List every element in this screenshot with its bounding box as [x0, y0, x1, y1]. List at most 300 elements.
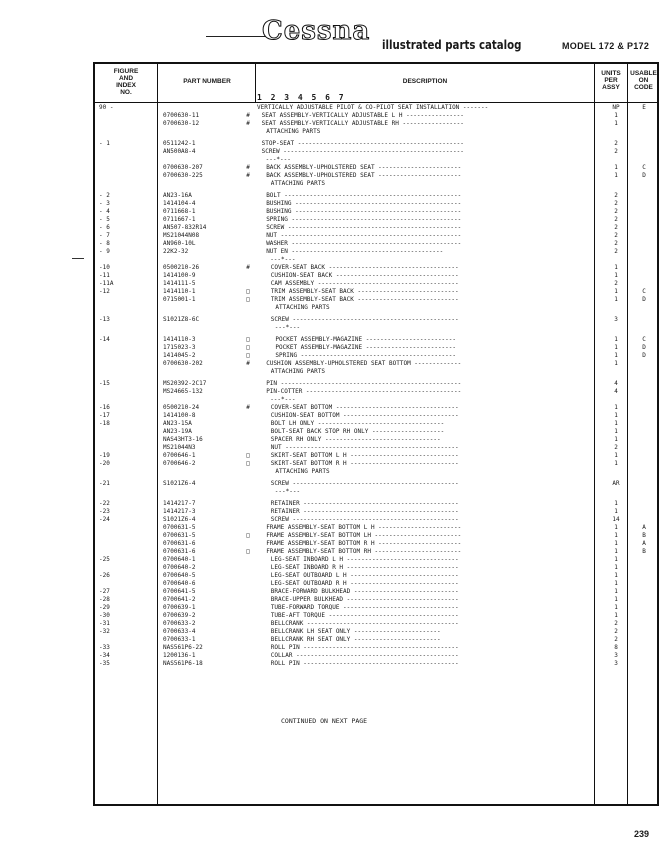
figure-index: -35	[99, 660, 110, 667]
table-row	[95, 444, 657, 452]
table-row	[95, 248, 657, 256]
units-per-assy: 1	[614, 336, 618, 343]
page-header	[0, 0, 672, 62]
table-row	[95, 572, 657, 580]
units-per-assy: 2	[614, 620, 618, 627]
table-row	[95, 396, 657, 404]
part-number: 0700631-5	[163, 532, 196, 539]
part-description: ATTACHING PARTS	[275, 468, 330, 475]
part-description: BACK ASSEMBLY-UPHOLSTERED SEAT -----------------------	[266, 164, 462, 171]
table-row	[95, 652, 657, 660]
table-row	[95, 352, 657, 360]
change-mark: □	[246, 288, 250, 295]
units-per-assy: 2	[614, 628, 618, 635]
margin-change-bar	[72, 258, 84, 259]
table-row	[95, 156, 657, 164]
part-description: STOP-SEAT ----------------------------------------------	[261, 140, 464, 147]
units-per-assy: 2	[614, 140, 618, 147]
part-number: AN507-832R14	[163, 224, 207, 231]
table-row	[95, 344, 657, 352]
units-per-assy: 1	[614, 532, 618, 539]
table-row	[95, 468, 657, 476]
units-per-assy: AR	[612, 480, 620, 487]
part-description: RETAINER -------------------------------------------	[270, 500, 459, 507]
change-mark: #	[246, 404, 250, 411]
header-line: PER	[604, 77, 618, 84]
units-per-assy: 1	[614, 596, 618, 603]
part-number: 0700631-6	[163, 548, 196, 555]
part-number: AN500A8-4	[163, 148, 196, 155]
change-mark: □	[246, 452, 250, 459]
table-row	[95, 620, 657, 628]
figure-index: - 6	[99, 224, 110, 231]
header-line: NO.	[120, 89, 132, 96]
figure-index: -29	[99, 604, 110, 611]
table-row	[95, 580, 657, 588]
table-row	[95, 296, 657, 304]
table-row	[95, 556, 657, 564]
part-number: 1414100-8	[163, 412, 196, 419]
usable-on-code: D	[642, 344, 646, 351]
units-per-assy: NP	[612, 104, 620, 111]
table-row	[95, 380, 657, 388]
units-per-assy: 1	[614, 460, 618, 467]
part-number: 1414045-2	[163, 352, 196, 359]
part-description: BUSHING ----------------------------------------------	[266, 200, 462, 207]
units-per-assy: 1	[614, 572, 618, 579]
part-description: BRACE-FORWARD BULKHEAD -----------------------------	[270, 588, 459, 595]
part-description: LEG-SEAT INBOARD L H -------------------------------	[270, 556, 459, 563]
table-row	[95, 232, 657, 240]
table-row	[95, 316, 657, 324]
part-description: BUSHING ----------------------------------------------	[266, 208, 462, 215]
figure-index: - 3	[99, 200, 110, 207]
units-per-assy: 1	[614, 172, 618, 179]
logo-swoosh-line	[206, 36, 270, 37]
part-number: S1021Z6-4	[163, 480, 196, 487]
header-line: INDEX	[116, 82, 136, 89]
units-per-assy: 2	[614, 240, 618, 247]
part-description: POCKET ASSEMBLY-MAGAZINE -------------------------	[275, 344, 457, 351]
table-row	[95, 104, 657, 112]
figure-index: -30	[99, 612, 110, 619]
table-row	[95, 208, 657, 216]
units-per-assy: 1	[614, 540, 618, 547]
figure-index: -27	[99, 588, 110, 595]
figure-index: -11	[99, 272, 110, 279]
units-per-assy: 1	[614, 564, 618, 571]
description-column-header: DESCRIPTION	[402, 78, 448, 85]
part-description: COVER-SEAT BOTTOM ----------------------------------	[270, 404, 459, 411]
figure-index: -32	[99, 628, 110, 635]
part-description: ATTACHING PARTS	[266, 128, 321, 135]
part-number: 0700631-5	[163, 524, 196, 531]
table-row	[95, 264, 657, 272]
part-description: BOLT LH ONLY -----------------------------------	[270, 420, 445, 427]
part-number: 0500210-24	[163, 404, 200, 411]
units-per-assy: 1	[614, 420, 618, 427]
header-line: UNITS	[601, 70, 621, 77]
units-per-assy: 3	[614, 660, 618, 667]
table-row	[95, 548, 657, 556]
units-per-assy: 1	[614, 120, 618, 127]
part-number: 0700640-5	[163, 572, 196, 579]
part-number: 0700630-12	[163, 120, 200, 127]
table-row	[95, 224, 657, 232]
usable-on-code: C	[642, 288, 646, 295]
catalog-subtitle: illustrated parts catalog	[382, 38, 522, 52]
table-row	[95, 508, 657, 516]
figure-index: 90 -	[99, 104, 114, 111]
table-row	[95, 404, 657, 412]
figure-index: -21	[99, 480, 110, 487]
units-per-assy: 1	[614, 556, 618, 563]
table-row	[95, 272, 657, 280]
part-number: S1021Z8-6C	[163, 316, 200, 323]
part-number: 1715023-3	[163, 344, 196, 351]
part-number: 0700640-6	[163, 580, 196, 587]
figure-index: -34	[99, 652, 110, 659]
change-mark: □	[246, 296, 250, 303]
part-description: ---*---	[274, 324, 301, 331]
part-number: NAS43HT3-16	[163, 436, 203, 443]
page-number: 239	[634, 829, 650, 839]
units-per-assy: 2	[614, 636, 618, 643]
part-number: 0700641-2	[163, 596, 196, 603]
part-number: 1414217-3	[163, 508, 196, 515]
part-description: FRAME ASSEMBLY-SEAT BOTTOM L H -----------------------	[266, 524, 462, 531]
figure-index: -25	[99, 556, 110, 563]
usable-on-code: D	[642, 296, 646, 303]
units-per-assy: 1	[614, 352, 618, 359]
part-description: FRAME ASSEMBLY-SEAT BOTTOM LH ------------------------	[266, 532, 462, 539]
table-row	[95, 412, 657, 420]
units-per-assy: 1	[614, 272, 618, 279]
table-row	[95, 368, 657, 376]
figure-index: -11A	[99, 280, 114, 287]
figure-index: - 4	[99, 208, 110, 215]
part-number: 0700639-1	[163, 604, 196, 611]
part-description: SKIRT-SEAT BOTTOM R H ------------------------------	[270, 460, 459, 467]
units-per-assy: 4	[614, 388, 618, 395]
usable-on-code: D	[642, 172, 646, 179]
change-mark: #	[246, 164, 250, 171]
change-mark: #	[246, 120, 250, 127]
units-per-assy: 2	[614, 200, 618, 207]
part-number: 0700630-225	[163, 172, 203, 179]
part-description: BOLT-SEAT BACK STOP RH ONLY --------------------	[270, 428, 445, 435]
part-description: BACK ASSEMBLY-UPHOLSTERED SEAT -----------------------	[266, 172, 462, 179]
part-number: NAS561P6-22	[163, 644, 203, 651]
units-per-assy: 1	[614, 436, 618, 443]
figure-index: -28	[99, 596, 110, 603]
change-mark: #	[246, 360, 250, 367]
part-number: 1414217-7	[163, 500, 196, 507]
part-description: FRAME ASSEMBLY-SEAT BOTTOM RH ------------------------	[266, 548, 462, 555]
table-row	[95, 460, 657, 468]
units-per-assy: 1	[614, 264, 618, 271]
part-number-column-header: PART NUMBER	[183, 78, 231, 85]
part-description: SEAT ASSEMBLY-VERTICALLY ADJUSTABLE RH -----------------	[261, 120, 464, 127]
table-row	[95, 256, 657, 264]
table-row	[95, 360, 657, 368]
figure-index: -18	[99, 420, 110, 427]
part-description: LEG-SEAT OUTBOARD R H ------------------------------	[270, 580, 459, 587]
units-per-assy: 2	[614, 216, 618, 223]
part-description: TUBE-FORWARD TORQUE --------------------------------	[270, 604, 459, 611]
part-description: SEAT ASSEMBLY-VERTICALLY ADJUSTABLE L H ----------------	[261, 112, 464, 119]
part-number: 0700640-2	[163, 564, 196, 571]
units-per-assy: 1	[614, 296, 618, 303]
units-per-assy: 2	[614, 208, 618, 215]
part-description: VERTICALLY ADJUSTABLE PILOT & CO-PILOT SEAT INSTALLATION -------	[257, 104, 489, 111]
part-description: LEG-SEAT INBOARD R H -------------------------------	[270, 564, 459, 571]
header-line: ON	[638, 77, 649, 84]
units-per-assy: 8	[614, 644, 618, 651]
table-row	[95, 564, 657, 572]
table-row	[95, 604, 657, 612]
usable-code-column-header	[628, 70, 659, 91]
figure-index: -33	[99, 644, 110, 651]
part-description: COVER-SEAT BACK ------------------------------------	[270, 264, 459, 271]
figure-index: -13	[99, 316, 110, 323]
table-row	[95, 336, 657, 344]
figure-index: -26	[99, 572, 110, 579]
part-description: BELLCRANK LH SEAT ONLY ------------------------	[270, 628, 441, 635]
units-per-assy: 4	[614, 380, 618, 387]
part-description: NUT EN ------------------------------------------	[266, 248, 444, 255]
table-row	[95, 500, 657, 508]
parts-table	[93, 62, 659, 806]
part-number: 0700630-207	[163, 164, 203, 171]
units-per-assy: 1	[614, 612, 618, 619]
part-number: 0711668-1	[163, 208, 196, 215]
units-per-assy: 2	[614, 248, 618, 255]
table-row	[95, 280, 657, 288]
part-description: ---*---	[274, 488, 301, 495]
units-per-assy: 1	[614, 580, 618, 587]
part-number: AN960-10L	[163, 240, 196, 247]
figure-column-header	[97, 68, 155, 96]
table-row	[95, 596, 657, 604]
table-row	[95, 540, 657, 548]
part-description: FRAME ASSEMBLY-SEAT BOTTOM R H -----------------------	[266, 540, 462, 547]
figure-index: - 9	[99, 248, 110, 255]
header-line: FIGURE	[113, 68, 139, 75]
figure-index: -15	[99, 380, 110, 387]
part-number: 0700633-2	[163, 620, 196, 627]
table-row	[95, 612, 657, 620]
table-row	[95, 112, 657, 120]
units-per-assy: 2	[614, 444, 618, 451]
units-per-assy: 1	[614, 452, 618, 459]
part-number: MS21044N08	[163, 232, 200, 239]
part-description: SCREW ------------------------------------------------	[266, 224, 462, 231]
units-per-assy: 1	[614, 588, 618, 595]
change-mark: □	[246, 460, 250, 467]
figure-index: -12	[99, 288, 110, 295]
table-row	[95, 120, 657, 128]
units-per-assy: 1	[614, 548, 618, 555]
table-row	[95, 128, 657, 136]
table-row	[95, 164, 657, 172]
part-description: SKIRT-SEAT BOTTOM L H ------------------------------	[270, 452, 459, 459]
change-mark: #	[246, 172, 250, 179]
change-mark: □	[246, 548, 250, 555]
part-number: MS20392-2C17	[163, 380, 207, 387]
units-per-assy: 1	[614, 524, 618, 531]
part-description: LEG-SEAT OUTBOARD L H ------------------------------	[270, 572, 459, 579]
part-description: SPACER RH ONLY --------------------------------	[270, 436, 441, 443]
table-row	[95, 452, 657, 460]
units-per-assy: 2	[614, 280, 618, 287]
units-per-assy: 1	[614, 112, 618, 119]
part-description: BOLT -------------------------------------------------	[266, 192, 462, 199]
table-row	[95, 140, 657, 148]
continued-note: CONTINUED ON NEXT PAGE	[281, 717, 368, 725]
part-description: ---*---	[270, 396, 296, 403]
table-row	[95, 660, 657, 668]
part-number: 1414110-3	[163, 336, 196, 343]
part-description: TRIM ASSEMBLY-SEAT BACK ----------------------------	[270, 288, 459, 295]
part-description: SCREW ----------------------------------------------	[270, 480, 459, 487]
change-mark: □	[246, 352, 250, 359]
part-description: BELLCRANK RH SEAT ONLY ------------------------	[270, 636, 441, 643]
part-description: ROLL PIN -------------------------------------------	[270, 660, 459, 667]
part-description: PIN-COTTER -------------------------------------------	[266, 388, 462, 395]
usable-on-code: C	[642, 336, 646, 343]
column-divider	[255, 64, 256, 102]
units-per-assy: 14	[612, 516, 620, 523]
usable-on-code: B	[642, 548, 646, 555]
table-row	[95, 180, 657, 188]
part-description: TUBE-AFT TORQUE ------------------------------------	[270, 612, 459, 619]
part-description: WASHER -----------------------------------------------	[266, 240, 462, 247]
units-per-assy: 1	[614, 500, 618, 507]
change-mark: #	[246, 112, 250, 119]
units-per-assy: 1	[614, 164, 618, 171]
table-row	[95, 428, 657, 436]
part-description: ATTACHING PARTS	[270, 368, 325, 375]
part-description: CUSHION-SEAT BOTTOM --------------------------------	[270, 412, 459, 419]
figure-index: -23	[99, 508, 110, 515]
part-number: AN23-19A	[163, 428, 192, 435]
part-number: 0700630-11	[163, 112, 200, 119]
table-row	[95, 240, 657, 248]
part-number: 0700633-1	[163, 636, 196, 643]
usable-on-code: C	[642, 164, 646, 171]
figure-index: -19	[99, 452, 110, 459]
usable-on-code: D	[642, 352, 646, 359]
part-number: 0700639-2	[163, 612, 196, 619]
part-number: MS24665-132	[163, 388, 203, 395]
table-row	[95, 516, 657, 524]
part-number: 1414110-1	[163, 288, 196, 295]
part-number: MS21044N3	[163, 444, 196, 451]
part-number: 0700646-1	[163, 452, 196, 459]
units-per-assy: 1	[614, 404, 618, 411]
part-number: 0700640-1	[163, 556, 196, 563]
header-rule	[95, 102, 657, 103]
units-per-assy: 2	[614, 232, 618, 239]
table-row	[95, 588, 657, 596]
figure-index: -20	[99, 460, 110, 467]
figure-index: -14	[99, 336, 110, 343]
part-description: CUSHION-SEAT BACK ----------------------------------	[270, 272, 459, 279]
header-line: AND	[118, 75, 134, 82]
units-per-assy: 1	[614, 344, 618, 351]
part-number: 0715001-1	[163, 296, 196, 303]
part-description: ---*---	[270, 256, 296, 263]
header-line: ASSY	[602, 84, 620, 91]
usable-on-code: B	[642, 532, 646, 539]
part-description: NUT --------------------------------------------------	[266, 232, 462, 239]
part-number: S1021Z6-4	[163, 516, 196, 523]
figure-index: - 2	[99, 192, 110, 199]
units-per-assy: 1	[614, 604, 618, 611]
units-per-assy: 3	[614, 316, 618, 323]
table-row	[95, 480, 657, 488]
table-row	[95, 420, 657, 428]
table-row	[95, 304, 657, 312]
part-description: BRACE-UPPER BULKHEAD -------------------------------	[270, 596, 459, 603]
part-description: SPRING -----------------------------------------------	[266, 216, 462, 223]
brand-logo: Cessna	[262, 16, 371, 46]
part-number: 22K2-32	[163, 248, 189, 255]
table-row	[95, 436, 657, 444]
figure-index: - 8	[99, 240, 110, 247]
figure-index: - 7	[99, 232, 110, 239]
table-row	[95, 288, 657, 296]
figure-index: -22	[99, 500, 110, 507]
part-number: AN23-15A	[163, 420, 192, 427]
figure-index: -17	[99, 412, 110, 419]
table-row	[95, 388, 657, 396]
units-per-assy: 1	[614, 288, 618, 295]
model-label: MODEL 172 & P172	[562, 41, 650, 51]
part-number: 1200136-1	[163, 652, 196, 659]
table-row	[95, 324, 657, 332]
units-per-assy: 1	[614, 508, 618, 515]
table-row	[95, 192, 657, 200]
part-description: COLLAR ---------------------------------------------	[270, 652, 459, 659]
part-description: SCREW ----------------------------------------------	[270, 316, 459, 323]
change-mark: □	[246, 344, 250, 351]
units-per-assy: 2	[614, 192, 618, 199]
units-per-assy: 3	[614, 652, 618, 659]
part-number: NAS561P6-18	[163, 660, 203, 667]
usable-on-code: A	[642, 524, 646, 531]
table-row	[95, 524, 657, 532]
part-description: POCKET ASSEMBLY-MAGAZINE -------------------------	[275, 336, 457, 343]
header-line: USABLE	[630, 70, 657, 77]
table-row	[95, 148, 657, 156]
units-per-assy: 1	[614, 360, 618, 367]
part-description: ROLL PIN -------------------------------------------	[270, 644, 459, 651]
part-description: CUSHION ASSEMBLY-UPHOLSTERED SEAT BOTTOM -------------	[266, 360, 462, 367]
units-per-assy: 1	[614, 428, 618, 435]
part-description: TRIM ASSEMBLY-SEAT BACK ----------------------------	[270, 296, 459, 303]
table-row	[95, 628, 657, 636]
figure-index: -24	[99, 516, 110, 523]
table-row	[95, 216, 657, 224]
part-description: ATTACHING PARTS	[275, 304, 330, 311]
part-number: AN23-16A	[163, 192, 192, 199]
part-number: 1414104-4	[163, 200, 196, 207]
part-number: 0500210-26	[163, 264, 200, 271]
part-description: RETAINER -------------------------------------------	[270, 508, 459, 515]
indent-level-digits: 1 2 3 4 5 6 7	[257, 93, 346, 102]
